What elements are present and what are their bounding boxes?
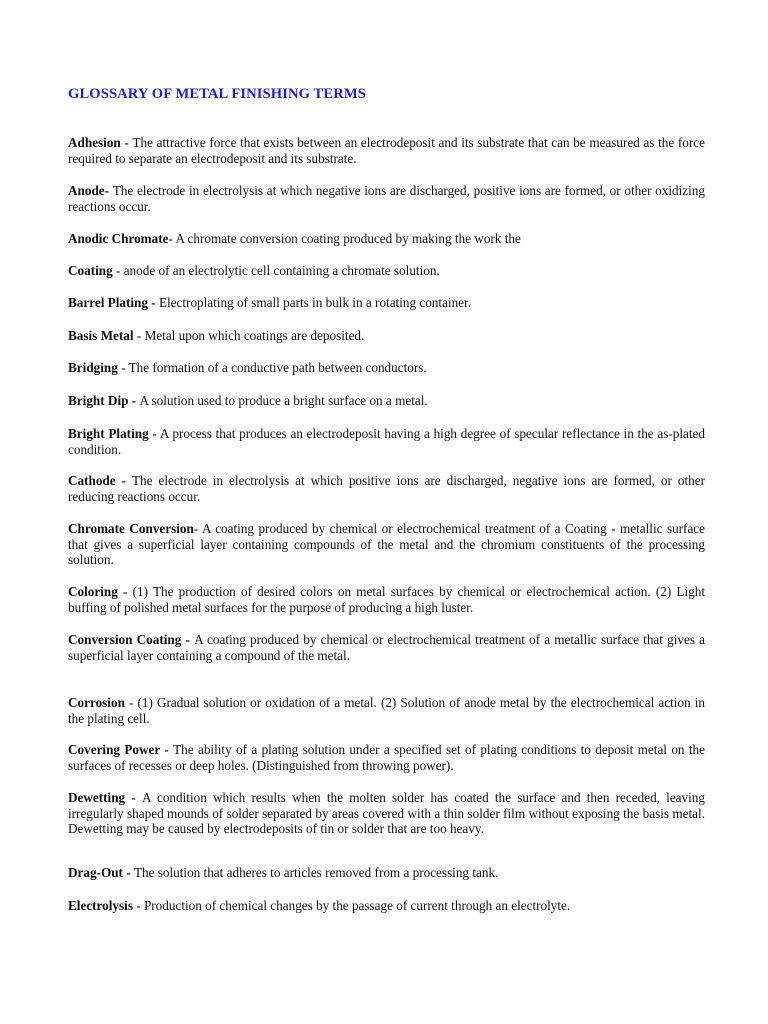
glossary-entry-anode — [68, 183, 705, 214]
glossary-entry-coloring — [68, 584, 705, 615]
term-separator: - — [128, 393, 140, 408]
glossary-term: Chromate Conversion — [68, 521, 194, 536]
glossary-entry-corrosion — [68, 695, 705, 726]
term-separator: - — [148, 426, 160, 441]
glossary-entry-drag-out — [68, 865, 705, 881]
glossary-term: Coating — [68, 263, 113, 278]
glossary-definition: The solution that adheres to articles removed from a processing tank. — [133, 865, 499, 880]
glossary-definition: A coating produced by chemical or electrochemical treatment of a metallic surface that gives a superficial layer containing a compound of the metal. — [68, 632, 705, 663]
glossary-definition: A condition which results when the molten solder has coated the surface and then receded, leaving irregularly shaped mounds of solder separated by areas covered with a thin solder film without exposing the basis metal. Dewetting may be caused by electrodeposits of tin or solder that are too heavy. — [68, 790, 705, 837]
glossary-definition: anode of an electrolytic cell containing a chromate solution. — [123, 263, 440, 278]
page-title: GLOSSARY OF METAL FINISHING TERMS — [68, 86, 366, 102]
term-separator: - — [160, 742, 174, 757]
glossary-definition: (1) Gradual solution or oxidation of a metal. (2) Solution of anode metal by the electrochemical action in the plating cell. — [68, 695, 705, 726]
glossary-term: Covering Power — [68, 742, 161, 757]
glossary-entry-bridging — [68, 360, 705, 376]
term-separator: - — [120, 135, 133, 150]
glossary-entry-covering-power — [68, 742, 705, 773]
glossary-entry-bright-dip — [68, 393, 705, 409]
glossary-entry-bright-plating — [68, 426, 705, 457]
glossary-term: Anode — [68, 183, 105, 198]
glossary-definition: Production of chemical changes by the passage of current through an electrolyte. — [143, 898, 571, 913]
glossary-definition: A chromate conversion coating produced by making the work the — [175, 231, 521, 246]
glossary-definition: The electrode in electrolysis at which positive ions are discharged, negative ions are formed, or other reducing reactions occur. — [68, 473, 705, 504]
glossary-term: Bridging — [68, 360, 118, 375]
glossary-entry-electrolysis — [68, 898, 705, 914]
glossary-term: Basis Metal — [68, 328, 134, 343]
glossary-definition: The attractive force that exists between an electrodeposit and its substrate that can be measured as the force required to separate an electrodeposit and its substrate. — [68, 135, 705, 166]
glossary-definition: A process that produces an electrodeposit having a high degree of specular reflectance in the as-plated condition. — [68, 426, 705, 457]
term-separator: - — [117, 584, 133, 599]
glossary-term: Bright Dip — [68, 393, 129, 408]
glossary-definition: The ability of a plating solution under a specified set of plating conditions to deposit metal on the surfaces of recesses or deep holes. (Distinguished from throwing power). — [68, 742, 705, 773]
term-separator: - — [115, 473, 132, 488]
glossary-definition: The formation of a conductive path between conductors. — [128, 360, 427, 375]
glossary-definition: A solution used to produce a bright surface on a metal. — [139, 393, 428, 408]
term-separator: - — [124, 695, 138, 710]
glossary-definition: The electrode in electrolysis at which negative ions are discharged, positive ions are formed, or other oxidizing reactions occur. — [68, 183, 705, 214]
term-separator: - — [125, 790, 142, 805]
glossary-entry-adhesion — [68, 135, 705, 166]
term-separator: - — [112, 263, 124, 278]
term-separator: - — [117, 360, 129, 375]
glossary-term: Anodic Chromate — [68, 231, 169, 246]
glossary-entry-chromate-conversion — [68, 521, 705, 568]
glossary-definition: Electroplating of small parts in bulk in a rotating container. — [158, 295, 471, 310]
term-separator: - — [133, 328, 145, 343]
glossary-entry-conversion-coating — [68, 632, 705, 663]
glossary-term: Barrel Plating — [68, 295, 148, 310]
glossary-term: Drag-Out — [68, 865, 123, 880]
glossary-definition: (1) The production of desired colors on metal surfaces by chemical or electrochemical action. (2) Light buffing of polished metal surfaces for the purpose of producing a high luster. — [68, 584, 705, 615]
glossary-entry-anodic-chromate — [68, 231, 705, 247]
glossary-definition: A coating produced by chemical or electrochemical treatment of a Coating - metallic surface that gives a superficial layer containing compounds of the metal and the chromium constituents of the processing solution. — [68, 521, 706, 568]
term-separator: - — [181, 632, 195, 647]
term-separator: - — [122, 865, 134, 880]
glossary-term: Coloring — [68, 584, 118, 599]
glossary-term: Bright Plating — [68, 426, 149, 441]
term-separator: - — [193, 521, 202, 536]
term-separator: - — [168, 231, 176, 246]
glossary-term: Dewetting — [68, 790, 126, 805]
glossary-term: Cathode — [68, 473, 116, 488]
term-separator: - — [104, 183, 113, 198]
glossary-term: Corrosion — [68, 695, 125, 710]
glossary-term: Adhesion — [68, 135, 121, 150]
glossary-entry-basis-metal — [68, 328, 705, 344]
glossary-term: Conversion Coating — [68, 632, 182, 647]
glossary-entry-dewetting — [68, 790, 705, 837]
glossary-term: Electrolysis — [68, 898, 133, 913]
glossary-entry-barrel-plating — [68, 295, 705, 311]
glossary-definition: Metal upon which coatings are deposited. — [144, 328, 365, 343]
term-separator: - — [132, 898, 144, 913]
glossary-entry-cathode — [68, 473, 705, 504]
term-separator: - — [147, 295, 159, 310]
glossary-entry-coating — [68, 263, 705, 279]
